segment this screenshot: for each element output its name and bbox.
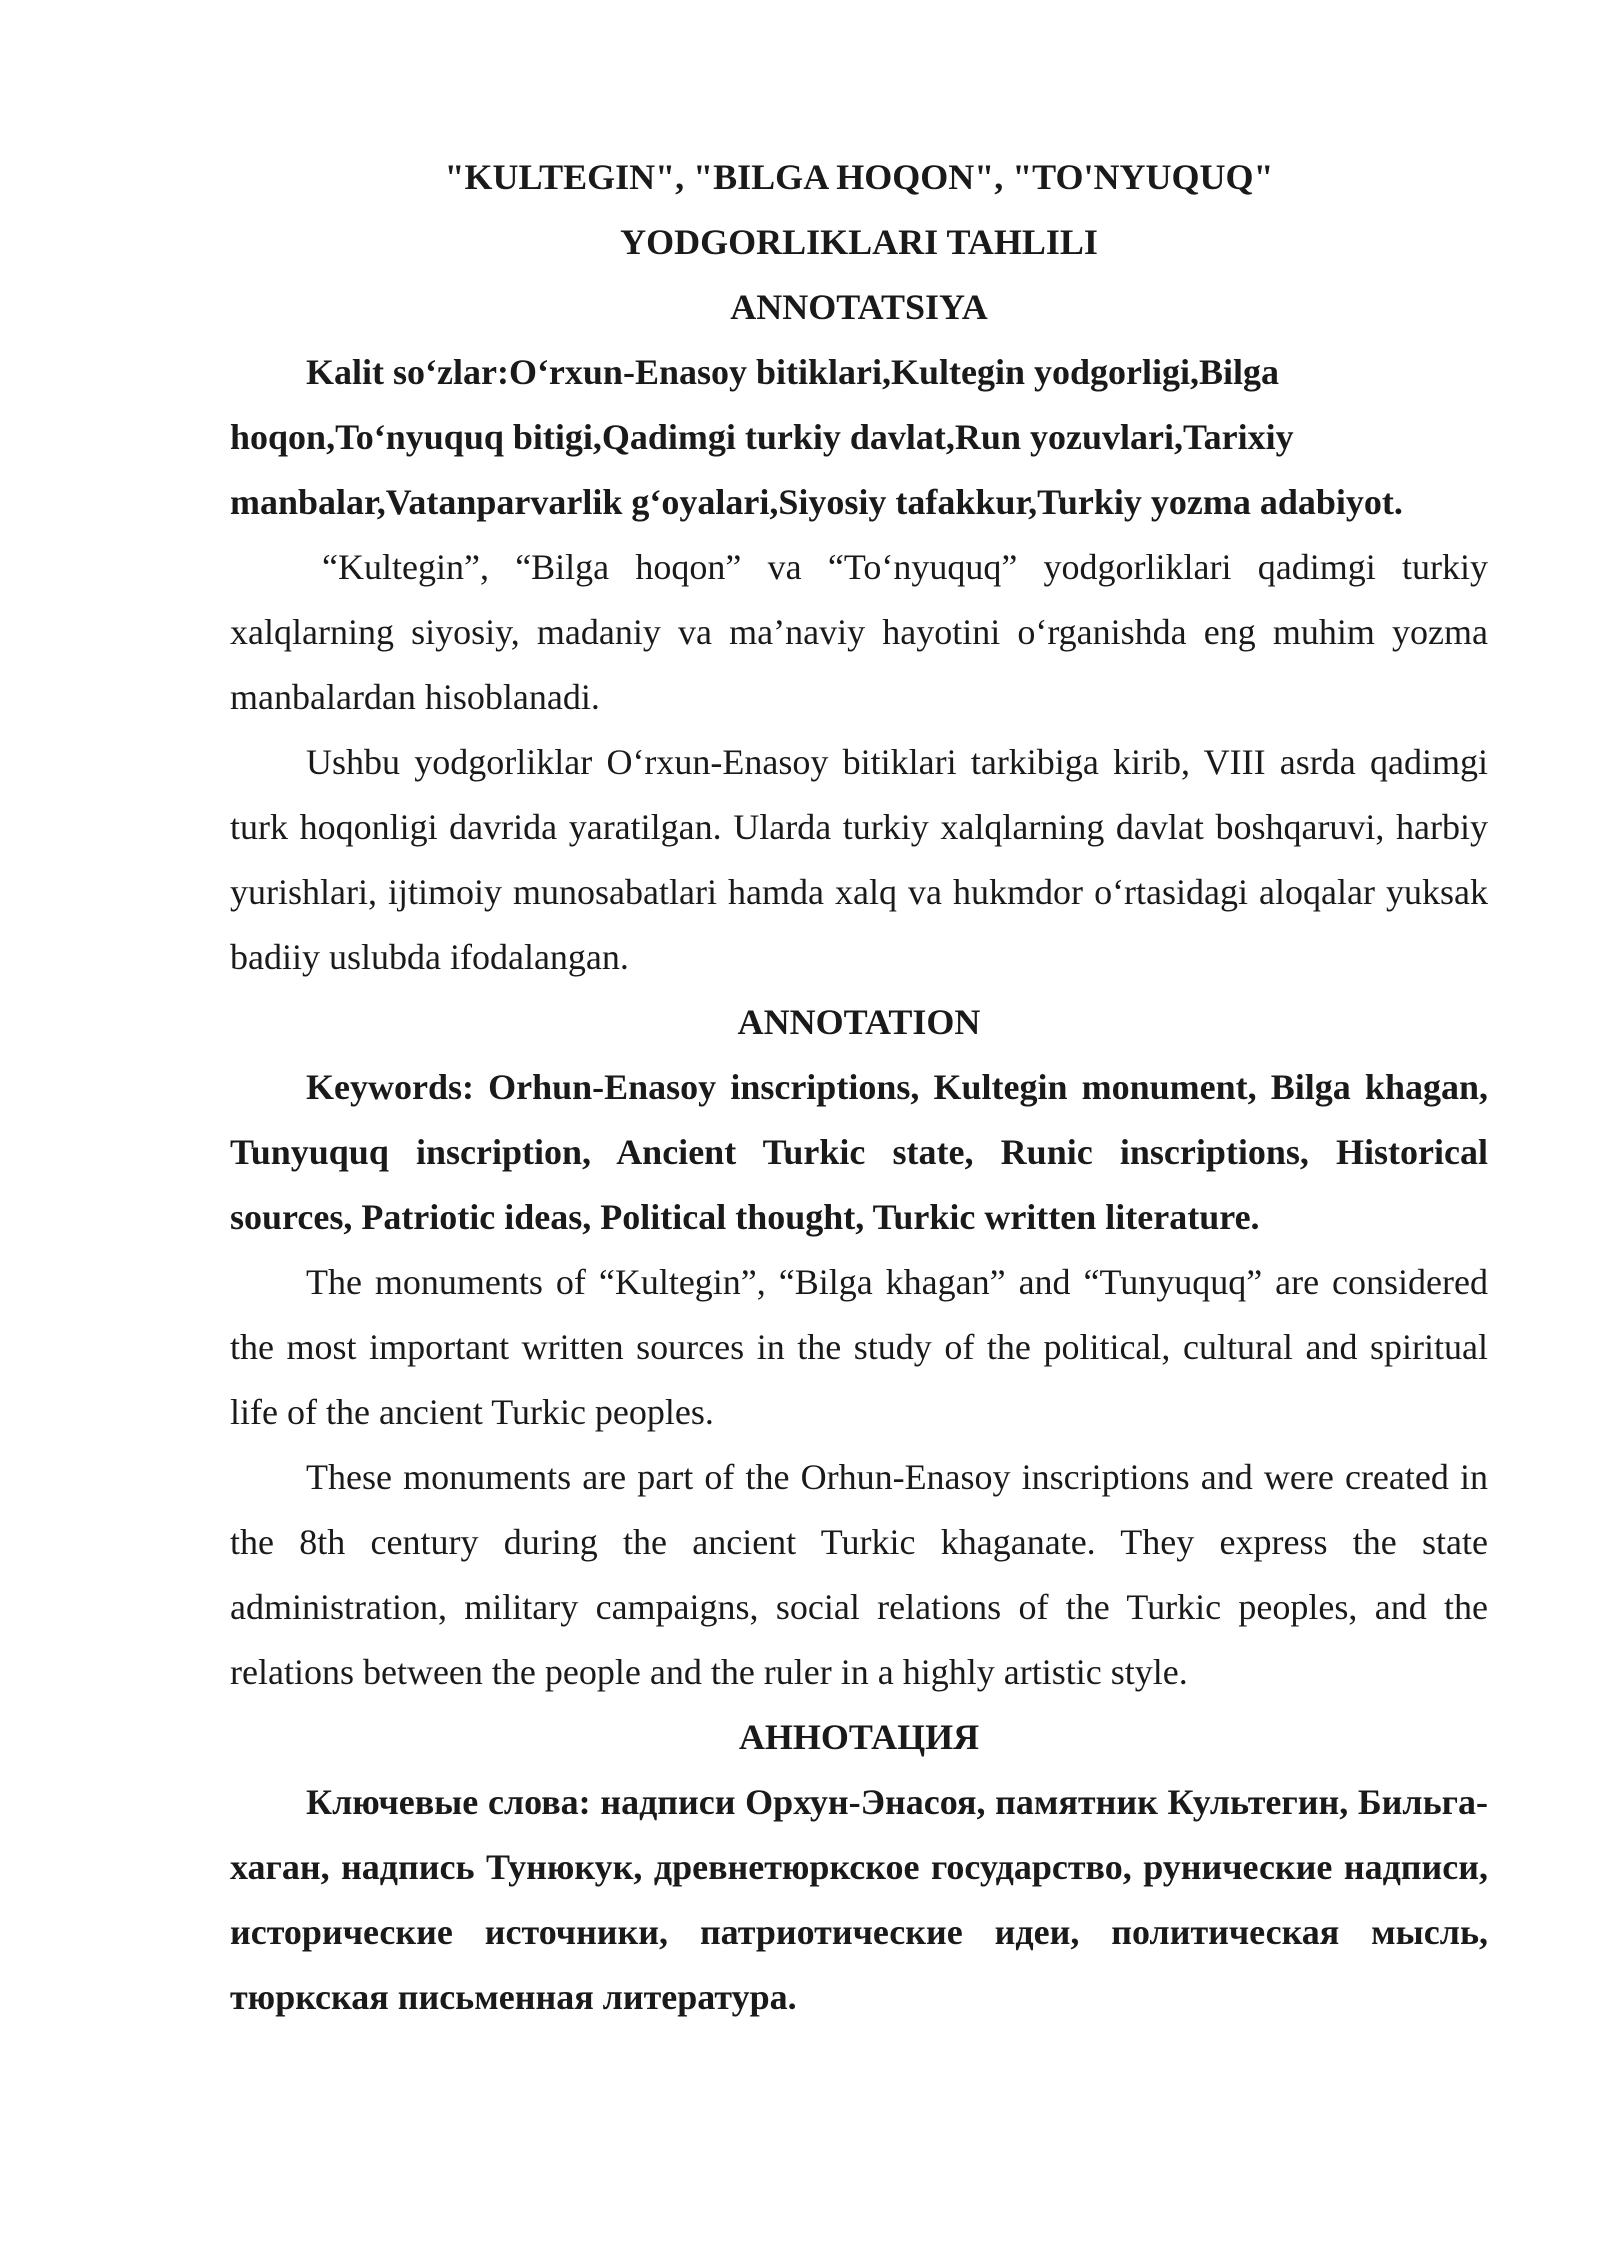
document-title-line-1: "KULTEGIN", "BILGA HOQON", "TO'NYUQUQ" <box>444 157 1274 197</box>
document-page <box>230 145 1488 2030</box>
uz-keywords: Kalit so‘zlar:O‘rxun-Enasoy bitiklari,Kultegin yodgorligi,Bilga hoqon,To‘nyuquq bitigi,Qadimgi turkiy davlat,Run yozuvlari,Tarixiy manbalar,Vatanparvarlik g‘oyalari,Siyosiy tafakkur,Turkiy yozma adabiyot. <box>230 352 1403 522</box>
document-title-line-2: YODGORLIKLARI TAHLILI <box>620 222 1098 262</box>
ru-annotation-heading: АННОТАЦИЯ <box>738 1717 980 1757</box>
en-annotation-heading: ANNOTATION <box>737 1002 981 1042</box>
ru-keywords: Ключевые слова: надписи Орхун-Энасоя, памятник Культегин, Бильга-хаган, надпись Тунюкук, древнетюркское государство, рунические надписи, исторические источники, патриотические идеи, политическая мысль, тюркская письменная литература. <box>230 1782 1488 2017</box>
uz-paragraph-2: Ushbu yodgorliklar O‘rxun-Enasoy bitiklari tarkibiga kirib, VIII asrda qadimgi turk hoqonligi davrida yaratilgan. Ularda turkiy xalqlarning davlat boshqaruvi, harbiy yurishlari, ijtimoiy munosabatlari hamda xalq va hukmdor o‘rtasidagi aloqalar yuksak badiiy uslubda ifodalangan. <box>230 742 1488 977</box>
uz-paragraph-1: “Kultegin”, “Bilga hoqon” va “To‘nyuquq” yodgorliklari qadimgi turkiy xalqlarning siyosiy, madaniy va ma’naviy hayotini o‘rganishda eng muhim yozma manbalardan hisoblanadi. <box>230 547 1488 717</box>
en-paragraph-1: The monuments of “Kultegin”, “Bilga khagan” and “Tunyuquq” are considered the most important written sources in the study of the political, cultural and spiritual life of the ancient Turkic peoples. <box>230 1262 1488 1432</box>
en-paragraph-2: These monuments are part of the Orhun-Enasoy inscriptions and were created in the 8th century during the ancient Turkic khaganate. They express the state administration, military campaigns, social relations of the Turkic peoples, and the relations between the people and the ruler in a highly artistic style. <box>230 1457 1488 1692</box>
uz-annotation-heading: ANNOTATSIYA <box>730 287 988 327</box>
en-keywords: Keywords: Orhun-Enasoy inscriptions, Kultegin monument, Bilga khagan, Tunyuquq inscription, Ancient Turkic state, Runic inscriptions, Historical sources, Patriotic ideas, Political thought, Turkic written literature. <box>230 1067 1488 1237</box>
